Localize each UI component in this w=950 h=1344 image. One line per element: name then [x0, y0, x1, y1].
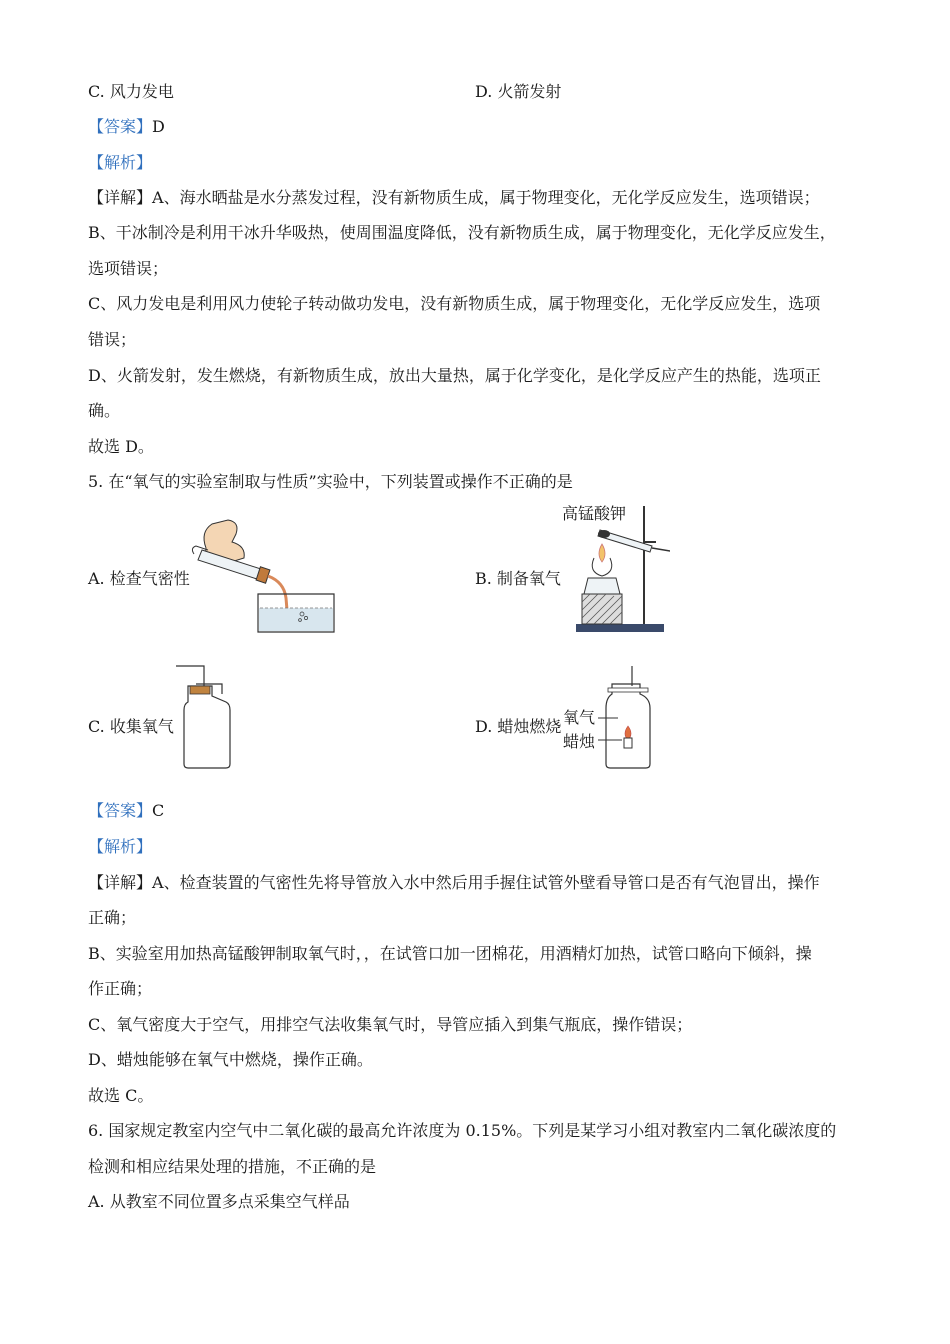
q4-detail-line-3: 选项错误；: [88, 259, 169, 278]
q4-detail-line-7: 确。: [88, 401, 121, 420]
q5-detail-line-4: 作正确；: [88, 979, 153, 998]
detail-text: A、海水晒盐是水分蒸发过程，没有新物质生成，属于物理变化，无化学反应发生，选项错误；: [152, 188, 820, 207]
oxygen-collection-figure: [168, 660, 236, 770]
q5-detail-line-3: B、实验室用加热高锰酸钾制取氧气时，，在试管口加一团棉花，用酒精灯加热，试管口略向下倾斜，操: [88, 944, 812, 963]
answer-tag: 【答案】: [88, 117, 153, 136]
answer-value: D: [152, 117, 165, 136]
detail-text: A、检查装置的气密性先将导管放入水中然后用手握住试管外壁看导管口是否有气泡冒出，操作: [152, 873, 820, 892]
answer-value: C: [152, 801, 165, 820]
q4-option-c: C. 风力发电: [88, 82, 174, 101]
candle-burning-figure: [598, 664, 658, 770]
q5-option-d: D. 蜡烛燃烧: [475, 717, 562, 736]
q4-detail-line-4: C、风力发电是利用风力使轮子转动做功发电，没有新物质生成，属于物理变化，无化学反应发生，选项: [88, 294, 821, 313]
oxygen-preparation-figure: [560, 506, 670, 636]
detail-tag: 【详解】: [88, 188, 153, 207]
q5-detail-line-2: 正确；: [88, 908, 137, 927]
q6-stem-line-2: 检测和相应结果处理的措施，不正确的是: [88, 1157, 377, 1176]
q5-answer: [88, 800, 164, 822]
oxygen-label: 氧气: [563, 708, 596, 727]
q5-detail-line-1: [88, 872, 820, 894]
q4-detail-line-6: D、火箭发射，发生燃烧，有新物质生成，放出大量热，属于化学变化，是化学反应产生的热能，选项正: [88, 366, 821, 385]
potassium-permanganate-label: 高锰酸钾: [562, 504, 627, 523]
q4-answer: [88, 116, 165, 138]
q4-analysis-tag: 【解析】: [88, 153, 153, 172]
q5-detail-line-6: D、蜡烛能够在氧气中燃烧，操作正确。: [88, 1050, 373, 1069]
q5-option-a: A. 检查气密性: [88, 569, 190, 588]
candle-label: 蜡烛: [563, 732, 596, 751]
answer-tag: 【答案】: [88, 801, 153, 820]
q6-stem-line-1: 6. 国家规定教室内空气中二氧化碳的最高允许浓度为 0.15%。下列是某学习小组对教室内二氧化碳浓度的: [88, 1121, 837, 1140]
detail-tag: 【详解】: [88, 873, 153, 892]
q5-conclusion: 故选 C。: [88, 1086, 154, 1105]
q6-option-a: A. 从教室不同位置多点采集空气样品: [88, 1192, 350, 1211]
q4-detail-line-5: 错误；: [88, 330, 137, 349]
q5-stem: 5. 在“氧气的实验室制取与性质”实验中，下列装置或操作不正确的是: [88, 472, 573, 491]
q4-conclusion: 故选 D。: [88, 437, 154, 456]
q5-detail-line-5: C、氧气密度大于空气，用排空气法收集氧气时，导管应插入到集气瓶底，操作错误；: [88, 1015, 693, 1034]
airtightness-check-figure: [188, 518, 338, 636]
q5-option-b: B. 制备氧气: [475, 569, 561, 588]
q4-option-d: D. 火箭发射: [475, 82, 562, 101]
q4-detail-line-1: [88, 187, 820, 209]
q4-detail-line-2: B、干冰制冷是利用干冰升华吸热，使周围温度降低，没有新物质生成，属于物理变化，无化学反应发生，: [88, 223, 836, 242]
q5-analysis-tag: 【解析】: [88, 837, 153, 856]
q5-option-c: C. 收集氧气: [88, 717, 174, 736]
